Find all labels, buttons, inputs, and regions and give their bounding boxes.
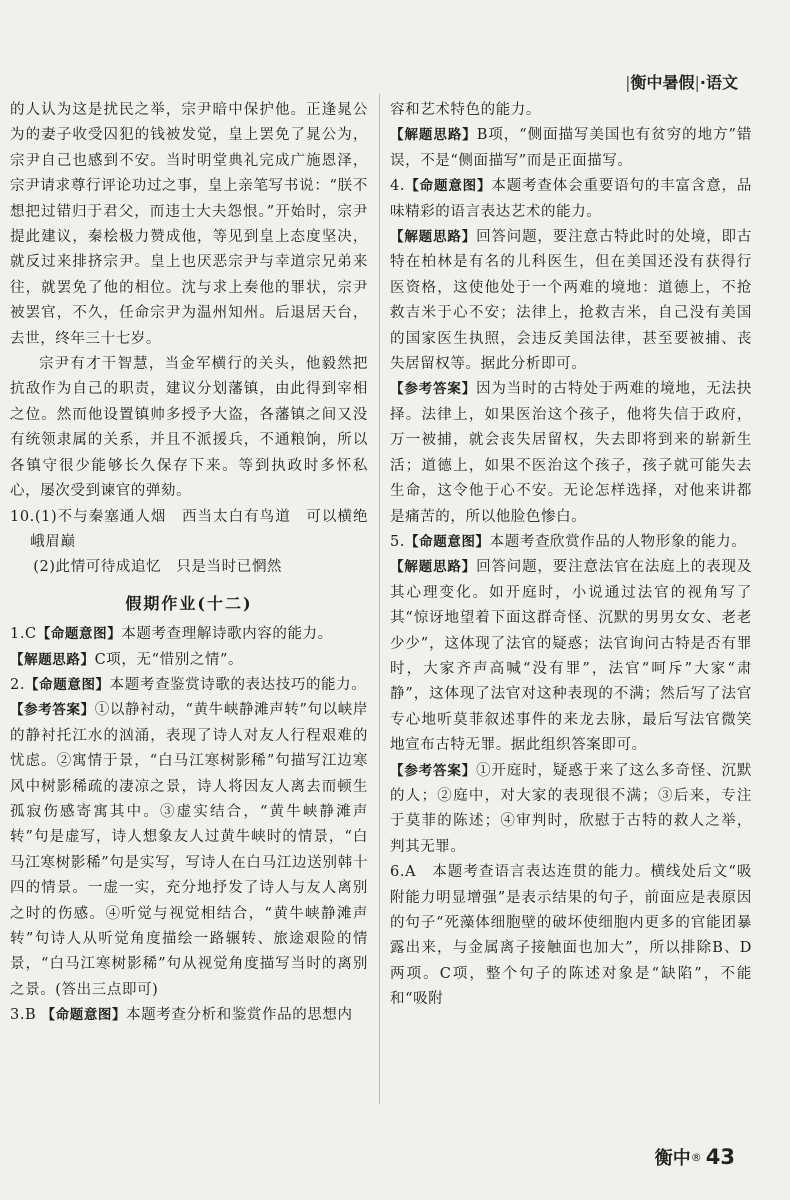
- label-thinking: 【解题思路】: [390, 229, 477, 246]
- left-column: [10, 98, 368, 1029]
- registered-icon: ®: [690, 1151, 702, 1164]
- answer-item-3-thinking: [390, 123, 752, 174]
- item-number: 6.A: [390, 864, 417, 881]
- answer-item-2: [10, 673, 368, 698]
- thinking-text: 回答问题，要注意法官在法庭上的表现及其心理变化。如开庭时，小说通过法官的视角写了其“惊讶地望着下面这群奇怪、沉默的男男女女、老老少少”，这体现了法官的疑惑；法官询问古特是否有罪时，大家齐声高喊“没有罪”，法官“呵斥”大家“肃静”，这体现了法官对这种表现的不满；然后写了法官专心地听莫菲叙述事件的来龙去脉，最后写法官微笑地宣布古特无罪。据此组织答案即可。: [390, 559, 752, 754]
- label-intent: 【命题意图】: [41, 1007, 127, 1024]
- answer-item-1: [10, 622, 368, 647]
- label-thinking: 【解题思路】: [10, 651, 95, 668]
- answer-text: 因为当时的古特处于两难的境地，无法抉择。法律上，如果医治这个孩子，他将失信于政府，万一被捕，就会丧失居留权，失去即将到来的崭新生活；道德上，如果不医治这个孩子，孩子就可能失去生命，这令他于心不安。无论怎样选择，对他来讲都是痛苦的，所以他脸色惨白。: [390, 381, 752, 525]
- label-intent: 【命题意图】: [405, 533, 490, 550]
- answer-item-4: [390, 174, 752, 225]
- answer-item-4-thinking: [390, 225, 752, 377]
- answer-item-5-thinking: [390, 555, 752, 758]
- label-answer: 【参考答案】: [390, 762, 477, 779]
- thinking-text: 回答问题，要注意古特此时的处境，即古特在柏林是有名的儿科医生，但在美国还没有获得行医资格，这使他处于一个两难的境地：道德上，不抢救吉米于心不安；法律上，抢救吉米，自己没有美国的国家医生执照，会违反美国法律，甚至要被捕、丧失居留权等。据此分析即可。: [390, 229, 752, 373]
- answer-item-3: [10, 1003, 368, 1028]
- page-number: 43: [705, 1145, 735, 1169]
- answer-10-part-1: (1)不与秦塞通人烟 西当太白有鸟道 可以横绝峨眉巅: [30, 508, 368, 550]
- intent-text: 本题考查理解诗歌内容的能力。: [121, 626, 333, 643]
- label-intent: 【命题意图】: [36, 626, 122, 643]
- item-number: 3.B: [10, 1007, 37, 1024]
- right-column: [390, 98, 752, 1013]
- item-number: 4.: [390, 178, 406, 195]
- answer-item-3-cont: 容和艺术特色的能力。: [390, 102, 541, 118]
- paragraph-continuation: 的人认为这是扰民之举，宗尹暗中保护他。正逢晁公为的妻子收受囚犯的钱被发觉，皇上罢免了晁公为，宗尹自己也感到不安。当时明堂典礼完成广施恩泽，宗尹请求尊行评论功过之事，皇上亲笔写书说：“朕不想把过错归于君父，而违士大夫怨恨。”开始时，宗尹提此建议，秦桧极力赞成他，等见到皇上态度坚决，就反过来排挤宗尹。皇上也厌恶宗尹与幸道宗兄弟来往，就罢免了他的相位。沈与求上奏他的罪状，宗尹被罢官，不久，任命宗尹为温州知州。后退居天台，去世，终年三十七岁。: [10, 102, 368, 347]
- page-header: |衡中暑假|·语文: [625, 73, 738, 92]
- label-intent: 【命题意图】: [405, 178, 492, 195]
- intent-text: 本题考查体会重要语句的丰富含意，品味精彩的语言表达艺术的能力。: [390, 178, 752, 220]
- label-intent: 【命题意图】: [25, 676, 110, 693]
- section-title: 假期作业(十二): [125, 593, 253, 613]
- answer-item-6: [390, 860, 752, 1012]
- answer-10-part-2: (2)此情可待成追忆 只是当时已惘然: [33, 559, 283, 576]
- answer-item-4-answer: [390, 377, 752, 529]
- page-footer: [655, 1144, 735, 1170]
- intent-text: 本题考查分析和鉴赏作品的思想内: [126, 1007, 353, 1024]
- answer-item-1-thinking: [10, 648, 368, 673]
- item-number: 10.: [10, 508, 35, 525]
- footer-brand: 衡中: [654, 1148, 691, 1169]
- answer-item-5: [390, 530, 752, 555]
- answer-item-5-answer: [390, 759, 752, 861]
- label-thinking: 【解题思路】: [390, 559, 477, 576]
- thinking-text: C项，无“惜别之情”。: [94, 651, 244, 668]
- label-thinking: 【解题思路】: [390, 127, 477, 144]
- intent-text: 本题考查鉴赏诗歌的表达技巧的能力。: [109, 676, 367, 693]
- paragraph-evaluation: 宗尹有才干智慧，当金军横行的关头，他毅然把抗敌作为自己的职责，建议分划藩镇，由此得到宰相之位。然而他设置镇帅多授予大盗，各藩镇之间又没有统领隶属的关系，并且不派援兵，不通粮饷，所以各镇守很少能够长久保存下来。等到执政时多怀私心，屡次受到谏官的弹劾。: [10, 356, 368, 500]
- answer-text: ①以静衬动，“黄牛峡静滩声转”句以峡岸的静衬托江水的汹涌，表现了诗人对友人行程艰难的忧虑。②寓情于景，“白马江寒树影稀”句描写江边寒风中树影稀疏的凄凉之景，诗人将因友人离去而顿生孤寂伤感寄寓其中。③虚实结合，“黄牛峡静滩声转”句是虚写，诗人想象友人过黄牛峡时的情景，“白马江寒树影稀”句是实写，写诗人在白马江边送别韩十四的情景。一虚一实，充分地抒发了诗人与友人离别之时的伤感。④听觉与视觉相结合，“黄牛峡静滩声转”句诗人从听觉角度描绘一路辗转、旅途艰险的情景，“白马江寒树影稀”句从视觉角度描写当时的离别之景。(答出三点即可): [10, 702, 368, 998]
- intent-text: 本题考查欣赏作品的人物形象的能力。: [489, 533, 747, 550]
- label-answer: 【参考答案】: [10, 702, 95, 719]
- item-number: 1.C: [10, 626, 37, 643]
- item-6-text: 本题考查语言表达连贯的能力。横线处后文“吸附能力明显增强”是表示结果的句子，前面应是表原因的句子“死藻体细胞壁的破坏使细胞内更多的官能团暴露出来，与金属离子接触面也加大”，所以排除B、D两项。C项，整个句子的陈述对象是“缺陷”，不能和“吸附: [390, 864, 753, 1008]
- thinking-text: B项，“侧面描写美国也有贫穷的地方”错误，不是“侧面描写”而是正面描写。: [390, 127, 752, 169]
- label-answer: 【参考答案】: [390, 381, 477, 398]
- answer-item-10: [10, 505, 368, 556]
- header-series: 衡中暑假: [630, 73, 695, 92]
- header-subject: ·语文: [699, 73, 738, 92]
- answer-text: ①开庭时，疑惑于来了这么多奇怪、沉默的人；②庭中，对大家的表现很不满；③后来，专注于莫菲的陈述；④审判时，欣慰于古特的救人之举，判其无罪。: [390, 762, 752, 855]
- answer-item-2-answer: [10, 698, 368, 1003]
- item-number: 5.: [390, 533, 406, 550]
- item-number: 2.: [10, 676, 26, 693]
